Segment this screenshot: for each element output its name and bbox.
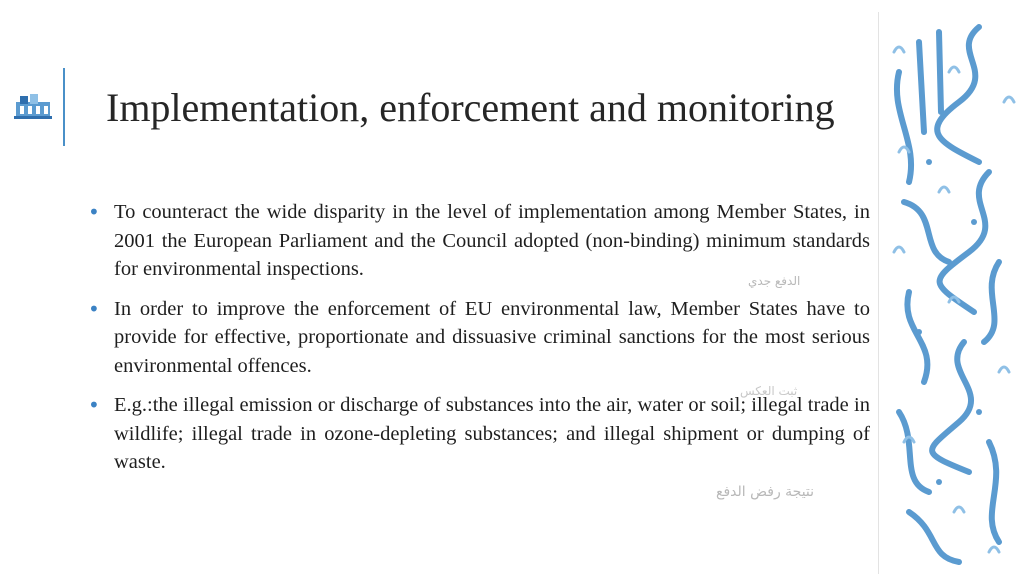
university-logo-icon: [14, 92, 52, 122]
bullet-text: To counteract the wide disparity in the level of implementation among Member States, in 2001 the European Parliament and the Council adopted (non-binding) minimum standards for environmental inspections.: [114, 201, 870, 280]
bullet-item: [88, 295, 870, 381]
bullet-list: [88, 198, 870, 488]
bullet-item: [88, 198, 870, 284]
bullet-item: [88, 391, 870, 477]
slide-title: Implementation, enforcement and monitoring: [106, 85, 835, 130]
bullet-text: In order to improve the enforcement of EU environmental law, Member States have to provide for effective, proportionate and dissuasive criminal sanctions for the most serious environmental offences.: [114, 297, 870, 377]
bullet-text: E.g.:the illegal emission or discharge of substances into the air, water or soil; illegal trade in wildlife; illegal trade in ozone-depleting substances; and illegal shipment or dumping of waste.: [114, 394, 870, 473]
watermark-text: نتيجة رفض الدفع: [716, 484, 815, 500]
title-divider: [63, 68, 65, 146]
bullet-icon: •: [88, 200, 100, 224]
arabic-calligraphy-image: [879, 12, 1023, 574]
watermark-text: ثبت العكس: [740, 384, 798, 398]
watermark-text: الدفع جدي: [748, 274, 801, 288]
bullet-icon: •: [88, 393, 100, 417]
calligraphy-panel: [878, 12, 1023, 574]
bullet-icon: •: [88, 296, 100, 321]
